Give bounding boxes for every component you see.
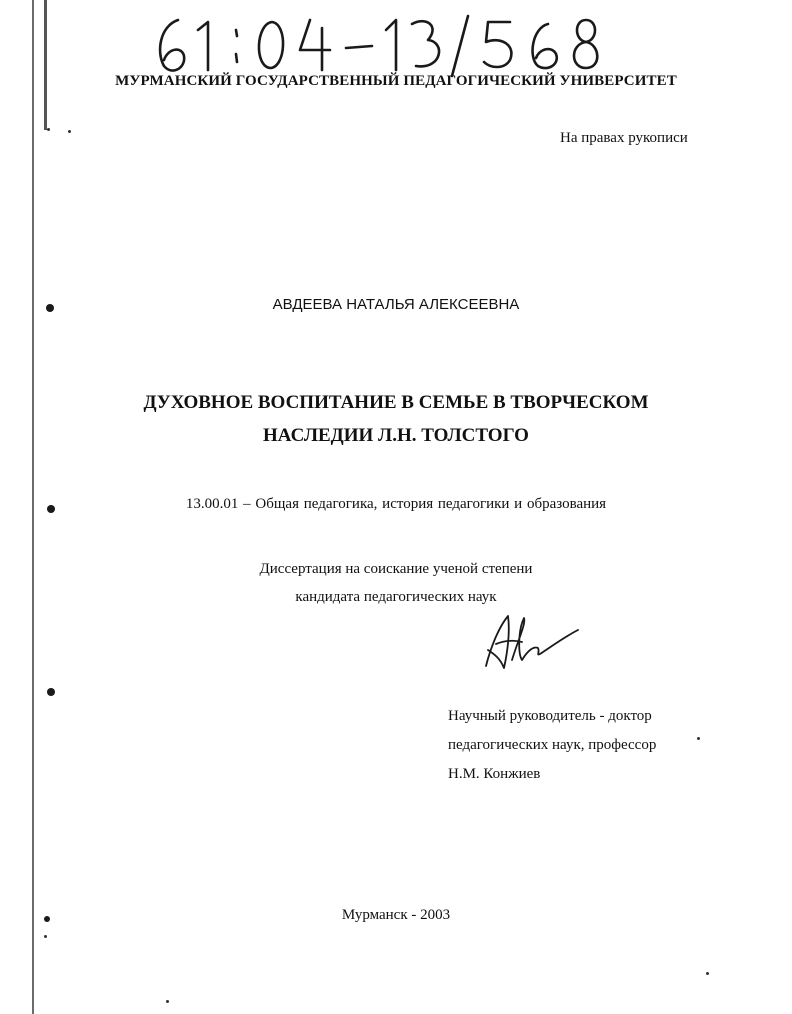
degree-line-1: Диссертация на соискание ученой степени [259, 561, 533, 577]
title-line-2: НАСЛЕДИИ Л.Н. ТОЛСТОГО [263, 425, 529, 446]
degree-line-2: кандидата педагогических наук [295, 589, 497, 605]
author-name: АВДЕЕВА НАТАЛЬЯ АЛЕКСЕЕВНА [272, 296, 520, 313]
advisor-line-1: Научный руководитель - доктор [448, 708, 652, 724]
binding-hole-mark [47, 688, 55, 696]
title-line-1: ДУХОВНОЕ ВОСПИТАНИЕ В СЕМЬЕ В ТВОРЧЕСКОМ [143, 392, 649, 413]
scan-edge-line-top [44, 0, 47, 130]
advisor-line-3: Н.М. Конжиев [448, 766, 541, 782]
degree-statement [0, 555, 792, 611]
university-name: МУРМАНСКИЙ ГОСУДАРСТВЕННЫЙ ПЕДАГОГИЧЕСКИЙ УНИВЕРСИТЕТ [115, 73, 677, 89]
scan-speck [706, 972, 709, 975]
dissertation-title [0, 386, 792, 452]
specialty-code: 13.00.01 – Общая педагогика, история педагогики и образования [185, 496, 607, 512]
scan-speck [697, 737, 700, 740]
city-year: Мурманск - 2003 [341, 907, 451, 923]
manuscript-note: На правах рукописи [560, 130, 688, 146]
handwritten-catalog-number [150, 8, 620, 78]
scan-speck [68, 130, 71, 133]
advisor-line-2: педагогических наук, профессор [448, 737, 657, 753]
scan-speck [47, 128, 50, 131]
scan-speck [166, 1000, 169, 1003]
scientific-advisor [448, 702, 656, 789]
author-signature [478, 610, 583, 672]
scan-speck [44, 935, 47, 938]
